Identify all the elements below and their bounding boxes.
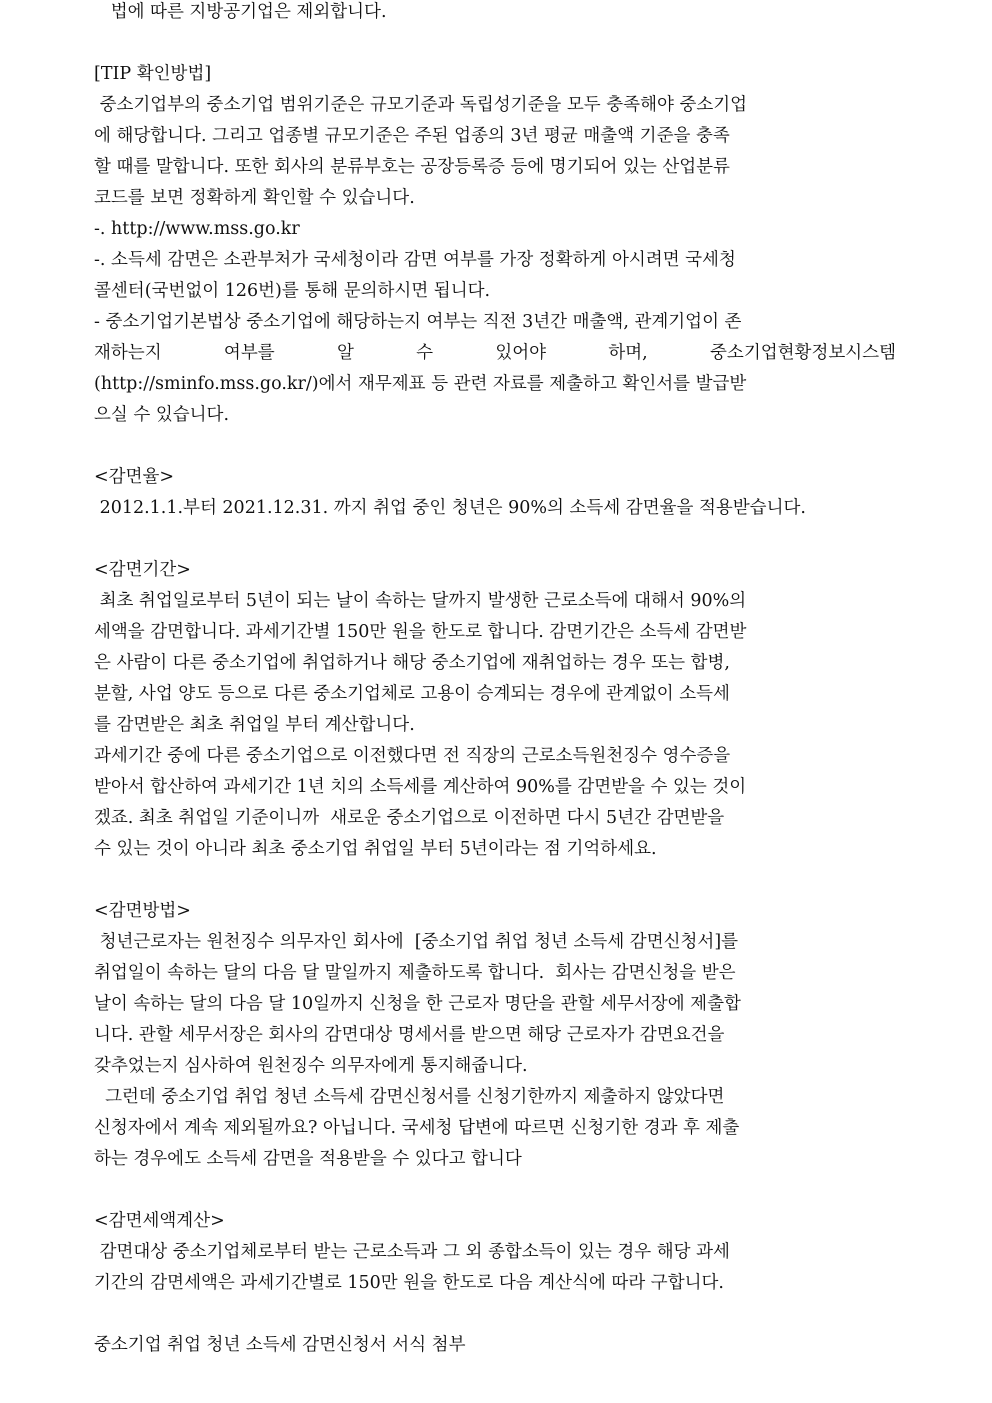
paragraph-line: 콜센터(국번없이 126번)를 통해 문의하시면 됩니다. [94,281,491,301]
word: 수 [416,343,434,363]
paragraph-line: 그런데 중소기업 취업 청년 소득세 감면신청서를 신청기한까지 제출하지 않았다면 [94,1087,725,1107]
method-section [94,896,896,1175]
word: 알 [336,343,354,363]
intro-tail-line: 법에 따른 지방공기업은 제외합니다. [94,2,387,22]
rate-heading: <감면율> [94,467,175,487]
spacer [94,1175,896,1206]
paragraph-line: 은 사람이 다른 중소기업에 취업하거나 해당 중소기업에 재취업하는 경우 또는 합병, [94,653,730,673]
paragraph-line: 과세기간 중에 다른 중소기업으로 이전했다면 전 직장의 근로소득원천징수 영수증을 [94,746,731,766]
word: 재하는지 [94,343,162,363]
calc-heading: <감면세액계산> [94,1211,225,1231]
paragraph-line: -. 소득세 감면은 소관부처가 국세청이라 감면 여부를 가장 정확하게 아시려면 국세청 [94,250,736,270]
tip-heading: [TIP 확인방법] [94,64,212,84]
paragraph-line: 세액을 감면합니다. 과세기간별 150만 원을 한도로 합니다. 감면기간은 소득세 감면받 [94,622,747,642]
spacer [94,431,896,462]
paragraph-line: 최초 취업일로부터 5년이 되는 날이 속하는 달까지 발생한 근로소득에 대해서 90%의 [94,591,747,611]
period-heading: <감면기간> [94,560,191,580]
paragraph-line: 날이 속하는 달의 다음 달 10일까지 신청을 한 근로자 명단을 관할 세무서장에 제출합 [94,994,741,1014]
mss-url-line: -. http://www.mss.go.kr [94,219,300,239]
rate-section [94,462,896,524]
paragraph-line: 겠죠. 최초 취업일 기준이니까 새로운 중소기업으로 이전하면 다시 5년간 감면받을 [94,808,725,828]
word: 하며, [608,343,648,363]
paragraph-line: 으실 수 있습니다. [94,405,230,425]
paragraph-line: 니다. 관할 세무서장은 회사의 감면대상 명세서를 받으면 해당 근로자가 감면요건을 [94,1025,725,1045]
paragraph-line: 하는 경우에도 소득세 감면을 적용받을 수 있다고 합니다 [94,1149,522,1169]
paragraph-line: 에 해당합니다. 그리고 업종별 규모기준은 주된 업종의 3년 평균 매출액 기준을 충족 [94,126,730,146]
word: 중소기업현황정보시스템 [710,343,896,363]
document-page [94,0,896,1361]
paragraph-line: 2012.1.1.부터 2021.12.31. 까지 취업 중인 청년은 90%의 소득세 감면율을 적용받습니다. [94,498,806,518]
word: 여부를 [223,343,275,363]
paragraph-line: 중소기업부의 중소기업 범위기준은 규모기준과 독립성기준을 모두 충족해야 중소기업 [94,95,748,115]
calc-section [94,1206,896,1299]
word: 있어야 [495,343,547,363]
spacer [94,1299,896,1330]
attachment-note: 중소기업 취업 청년 소득세 감면신청서 서식 첨부 [94,1335,466,1355]
paragraph-line: 수 있는 것이 아니라 최초 중소기업 취업일 부터 5년이라는 점 기억하세요. [94,839,657,859]
paragraph-line: 분할, 사업 양도 등으로 다른 중소기업체로 고용이 승계되는 경우에 관계없이 소득세 [94,684,730,704]
spacer [94,865,896,896]
paragraph-line: 할 때를 말합니다. 또한 회사의 분류부호는 공장등록증 등에 명기되어 있는 산업분류 [94,157,730,177]
paragraph-line: 신청자에서 계속 제외될까요? 아닙니다. 국세청 답변에 따르면 신청기한 경과 후 제출 [94,1118,740,1138]
spacer [94,524,896,555]
spacer [94,28,896,59]
paragraph-line: 취업일이 속하는 달의 다음 달 말일까지 제출하도록 합니다. 회사는 감면신청을 받은 [94,963,736,983]
paragraph-line: 받아서 합산하여 과세기간 1년 치의 소득세를 계산하여 90%를 감면받을 수 있는 것이 [94,777,747,797]
paragraph-line: 감면대상 중소기업체로부터 받는 근로소득과 그 외 종합소득이 있는 경우 해당 과세 [94,1242,730,1262]
period-section [94,555,896,865]
paragraph-line: 기간의 감면세액은 과세기간별로 150만 원을 한도로 다음 계산식에 따라 구합니다. [94,1273,724,1293]
sminfo-url-line: (http://sminfo.mss.go.kr/)에서 재무제표 등 관련 자료를 제출하고 확인서를 발급받 [94,374,747,394]
paragraph-line: 갖추었는지 심사하여 원천징수 의무자에게 통지해줍니다. [94,1056,528,1076]
justified-line [94,338,896,369]
paragraph-line: - 중소기업기본법상 중소기업에 해당하는지 여부는 직전 3년간 매출액, 관계기업이 존 [94,312,742,332]
paragraph-line: 코드를 보면 정확하게 확인할 수 있습니다. [94,188,415,208]
tip-section [94,59,896,431]
method-heading: <감면방법> [94,901,191,921]
paragraph-line: 를 감면받은 최초 취업일 부터 계산합니다. [94,715,415,735]
paragraph-line: 청년근로자는 원천징수 의무자인 회사에 [중소기업 취업 청년 소득세 감면신청서]를 [94,932,739,952]
